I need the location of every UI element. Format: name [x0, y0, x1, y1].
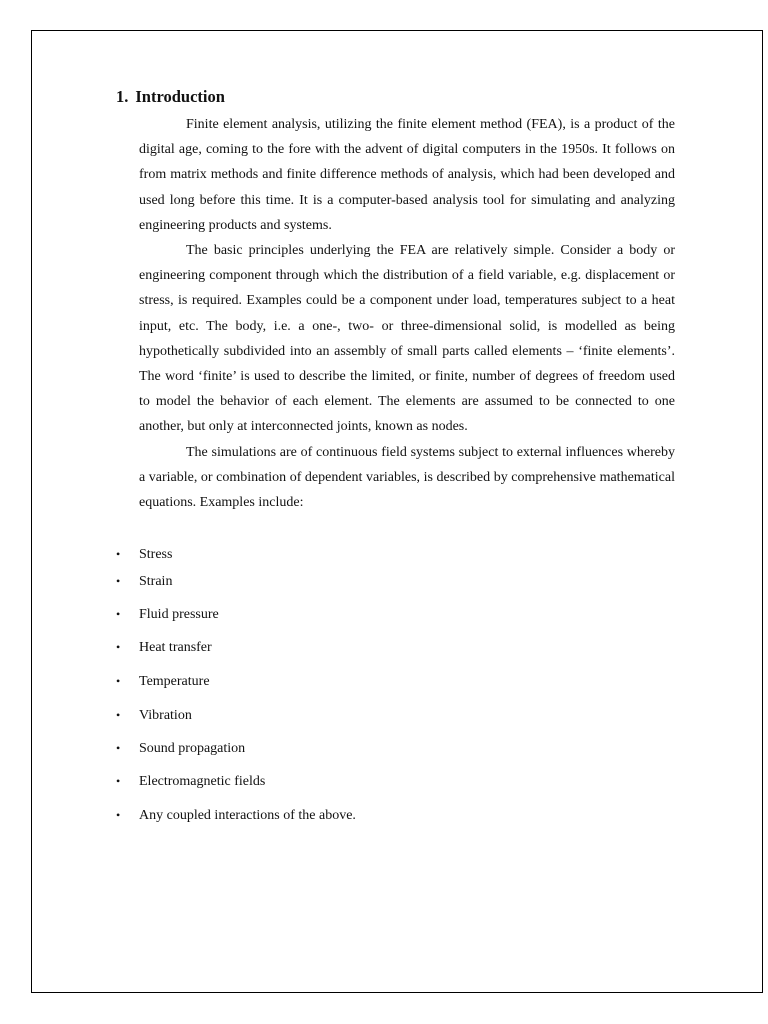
list-item: [116, 637, 212, 658]
list-item: [116, 544, 172, 565]
list-item-text: Fluid pressure: [139, 607, 219, 622]
list-item: [116, 604, 219, 625]
paragraph-1: Finite element analysis, utilizing the finite element method (FEA), is a product of the digital age, coming to the fore with the advent of digital computers in the 1950s. It follows on from matrix methods and finite difference methods of analysis, which had been developed and used long before this time. It is a computer-based analysis tool for simulating and analyzing engineering products and systems.: [139, 117, 675, 233]
bullet-icon: •: [116, 708, 121, 722]
list-item: [116, 705, 192, 726]
list-item: [116, 771, 265, 792]
paragraph-3: The simulations are of continuous field systems subject to external influences whereby a variable, or combination of dependent variables, is described by comprehensive mathematical equations. Examples include:: [139, 444, 675, 511]
list-item-text: Stress: [139, 547, 173, 562]
list-item: [116, 805, 356, 826]
bullet-icon: •: [116, 574, 121, 588]
body-text: [139, 112, 675, 515]
bullet-icon: •: [116, 607, 121, 621]
list-item-text: Heat transfer: [139, 640, 212, 655]
list-item: [116, 571, 172, 592]
section-heading: [116, 86, 225, 108]
list-item-text: Sound propagation: [139, 741, 246, 756]
paragraph-2: The basic principles underlying the FEA are relatively simple. Consider a body or engineering component through which the distribution of a field variable, e.g. displacement or stress, is required. Examples could be a component under load, temperatures subject to a heat input, etc. The body, i.e. a one-, two- or three-dimensional solid, is modelled as being hypothetically subdivided into an assembly of small parts called elements – ‘finite elements’. The word ‘finite’ is used to describe the limited, or finite, number of degrees of freedom used to model the behavior of each element. The elements are assumed to be connected to one another, but only at interconnected joints, known as nodes.: [139, 243, 675, 435]
list-item-text: Electromagnetic fields: [139, 774, 266, 789]
section-number: 1.: [116, 87, 129, 106]
bullet-icon: •: [116, 640, 121, 654]
list-item: [116, 671, 210, 692]
bullet-icon: •: [116, 808, 121, 822]
list-item: [116, 738, 245, 759]
list-item-text: Strain: [139, 574, 173, 589]
bullet-icon: •: [116, 547, 121, 561]
list-item-text: Vibration: [139, 708, 192, 723]
list-item-text: Temperature: [139, 674, 210, 689]
list-item-text: Any coupled interactions of the above.: [139, 808, 356, 823]
section-title: Introduction: [135, 87, 225, 106]
bullet-icon: •: [116, 774, 121, 788]
bullet-icon: •: [116, 674, 121, 688]
bullet-icon: •: [116, 741, 121, 755]
